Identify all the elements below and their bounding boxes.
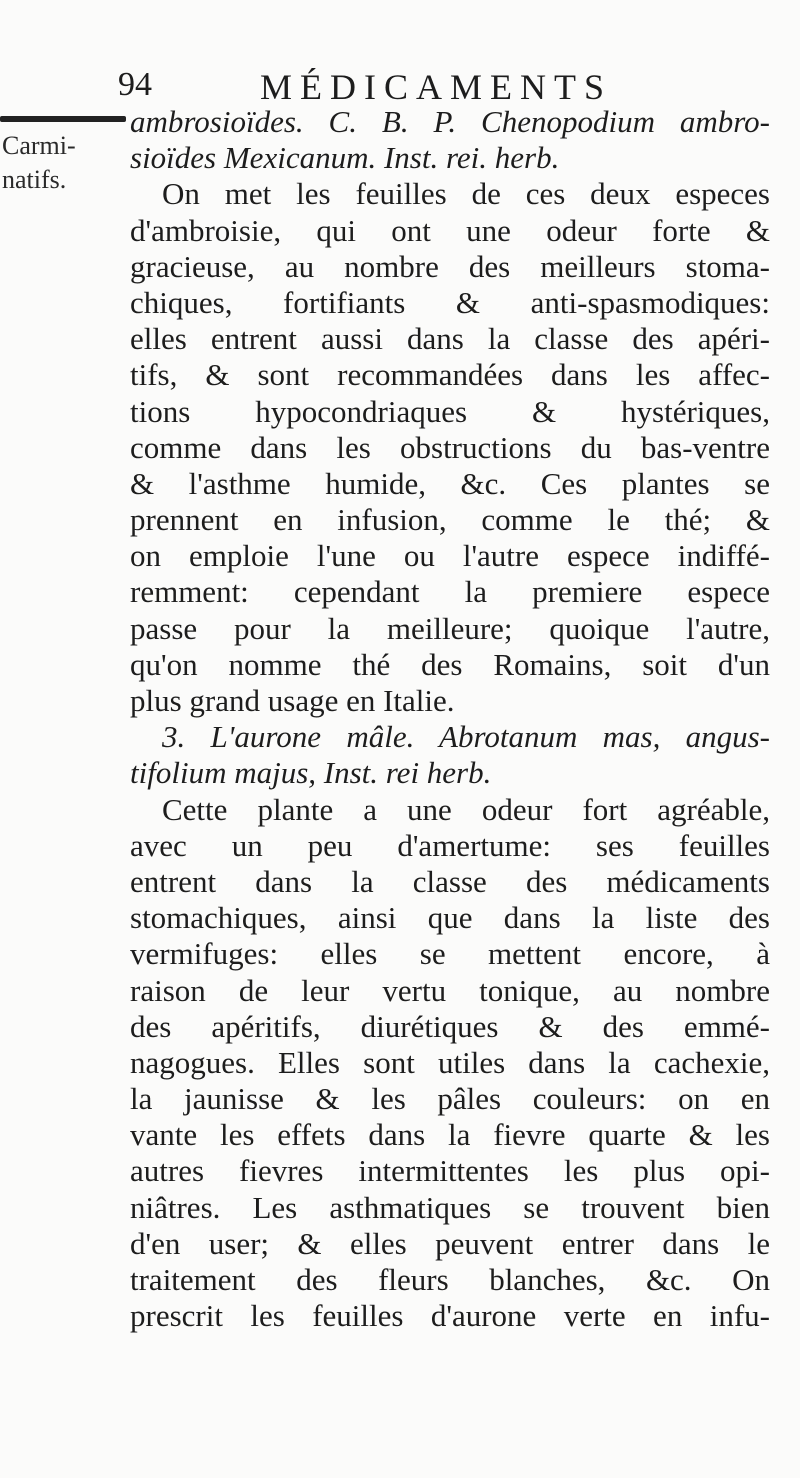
text-line: autres fievres intermittentes les plus opi- [130,1153,770,1189]
text-line: des apéritifs, diurétiques & des emmé- [130,1008,770,1044]
text-line: On met les feuilles de ces deux especes [162,176,770,212]
margin-note-line: natifs. [2,165,67,194]
text-line: tions hypocondriaques & hystériques, [130,393,770,429]
text-line: gracieuse, au nombre des meilleurs stoma- [130,248,770,284]
text-line: on emploie l'une ou l'autre espece indiffé- [130,538,770,574]
text-line: comme dans les obstructions du bas-ventre [130,429,770,465]
text-line: qu'on nomme thé des Romains, soit d'un [130,646,770,682]
text-line: tifolium majus, Inst. rei herb. [130,755,492,791]
text-line: prescrit les feuilles d'aurone verte en infu- [130,1298,770,1334]
text-line: chiques, fortifiants & anti-spasmodiques: [130,284,770,320]
text-line: prennent en infusion, comme le thé; & [130,502,770,538]
text-line: d'ambroisie, qui ont une odeur forte & [130,212,770,248]
margin-note [2,129,120,197]
text-line: passe pour la meilleure; quoique l'autre, [130,610,770,646]
text-line: raison de leur vertu tonique, au nombre [130,972,770,1008]
text-line: elles entrent aussi dans la classe des apéri- [130,321,770,357]
text-line: Cette plante a une odeur fort agréable, [162,791,770,827]
body-text [130,104,770,1334]
margin-note-line: Carmi- [2,131,76,160]
text-line: avec un peu d'amertume: ses feuilles [130,827,770,863]
text-line: nagogues. Elles sont utiles dans la cachexie, [130,1044,770,1080]
text-line: & l'asthme humide, &c. Ces plantes se [130,465,770,501]
text-line: niâtres. Les asthmatiques se trouvent bien [130,1189,770,1225]
text-line: d'en user; & elles peuvent entrer dans le [130,1225,770,1261]
text-line: traitement des fleurs blanches, &c. On [130,1262,770,1297]
marginal-rule [0,116,126,122]
text-line: tifs, & sont recommandées dans les affec- [130,357,770,393]
text-line: ambrosioïdes. C. B. P. Chenopodium ambro- [130,104,770,139]
text-line: 3. L'aurone mâle. Abrotanum mas, angus- [162,719,770,755]
running-head: MÉDICAMENTS [260,67,613,107]
text-line: stomachiques, ainsi que dans la liste des [130,900,770,936]
text-line: entrent dans la classe des médicaments [130,863,770,899]
page-number: 94 [118,66,152,103]
text-line: la jaunisse & les pâles couleurs: on en [130,1081,770,1117]
text-line: vante les effets dans la fievre quarte & les [130,1117,770,1153]
text-line: vermifuges: elles se mettent encore, à [130,936,770,972]
text-line: sioïdes Mexicanum. Inst. rei. herb. [130,140,560,176]
text-line: plus grand usage en Italie. [130,683,455,718]
text-line: remment: cependant la premiere espece [130,574,770,610]
